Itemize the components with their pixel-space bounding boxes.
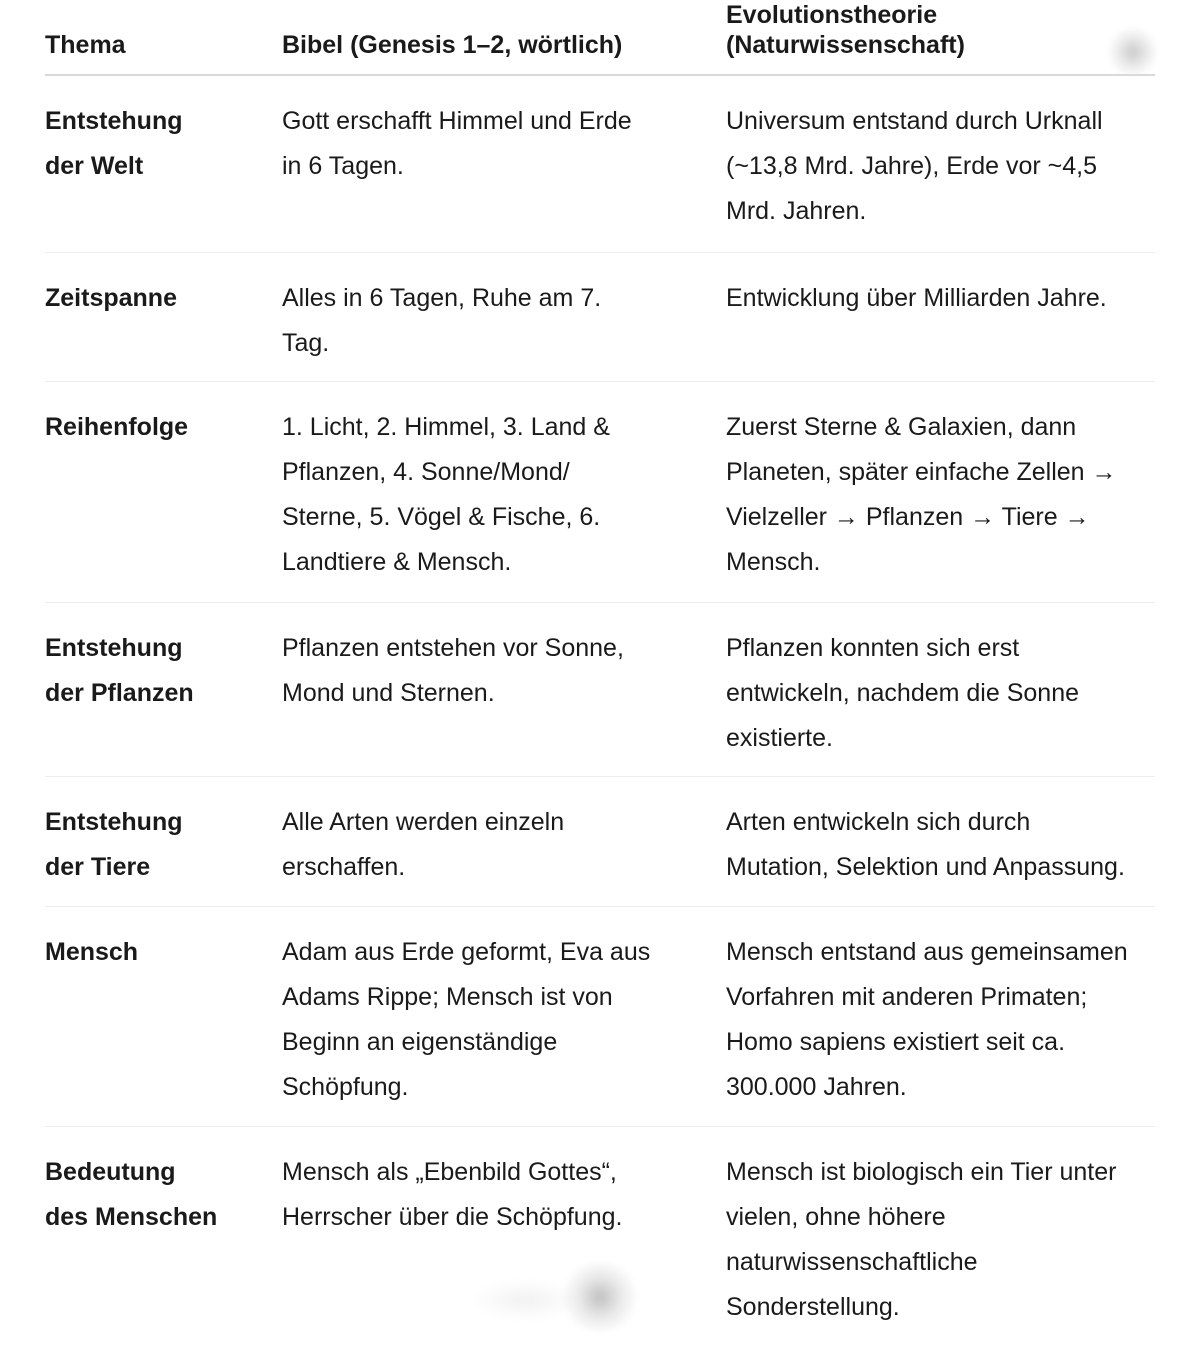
header-evolution: Evolutionstheorie (Naturwissenschaft) xyxy=(726,1,965,59)
comparison-table xyxy=(45,0,1155,1337)
row-bible: Gott erschafft Himmel und Erde in 6 Tagen. xyxy=(282,107,632,180)
row-evolution: Mensch ist biologisch ein Tier unter vielen, ohne höhere naturwissenschaftliche Sonderstellung. xyxy=(726,1158,1117,1321)
row-topic: Reihenfolge xyxy=(45,413,189,441)
row-topic: Entstehung der Pflanzen xyxy=(45,634,194,707)
table-row xyxy=(45,603,1155,777)
row-bible: Alles in 6 Tagen, Ruhe am 7. Tag. xyxy=(282,284,602,357)
row-evolution: Arten entwickeln sich durch Mutation, Selektion und Anpassung. xyxy=(726,808,1125,881)
table-row xyxy=(45,76,1155,253)
table-row xyxy=(45,382,1155,603)
blurred-artifact xyxy=(560,1262,640,1332)
row-evolution: Pflanzen konnten sich erst entwickeln, nachdem die Sonne existierte. xyxy=(726,634,1080,752)
row-bible: Mensch als „Ebenbild Gottes“, Herrscher über die Schöpfung. xyxy=(282,1158,623,1231)
row-evolution: Universum entstand durch Urknall (~13,8 Mrd. Jahre), Erde vor ~4,5 Mrd. Jahren. xyxy=(726,107,1103,225)
row-topic: Entstehung der Tiere xyxy=(45,808,183,881)
row-bible: 1. Licht, 2. Himmel, 3. Land & Pflanzen, 4. Sonne/Mond/ Sterne, 5. Vögel & Fische, 6. Landtiere & Mensch. xyxy=(282,413,610,576)
row-bible: Pflanzen entstehen vor Sonne, Mond und Sternen. xyxy=(282,634,624,707)
header-thema: Thema xyxy=(45,31,126,59)
row-bible: Alle Arten werden einzeln erschaffen. xyxy=(282,808,565,881)
row-topic: Mensch xyxy=(45,938,139,966)
blurred-artifact xyxy=(1108,28,1158,76)
table-row xyxy=(45,253,1155,382)
table-row xyxy=(45,907,1155,1127)
row-topic: Entstehung der Welt xyxy=(45,107,183,180)
row-topic: Bedeutung des Menschen xyxy=(45,1158,218,1231)
row-evolution: Entwicklung über Milliarden Jahre. xyxy=(726,284,1107,312)
row-evolution: Mensch entstand aus gemeinsamen Vorfahren mit anderen Primaten; Homo sapiens existiert seit ca. 300.000 Jahren. xyxy=(726,938,1128,1101)
row-evolution: Zuerst Sterne & Galaxien, dann Planeten, später einfache Zellen → Vielzeller → Pflanzen → Tiere → Mensch. xyxy=(726,413,1117,576)
header-bibel: Bibel (Genesis 1–2, wörtlich) xyxy=(282,31,623,59)
table-header-row xyxy=(45,0,1155,76)
table-row xyxy=(45,777,1155,907)
row-bible: Adam aus Erde geformt, Eva aus Adams Rippe; Mensch ist von Beginn an eigenständige Schöpfung. xyxy=(282,938,651,1101)
row-topic: Zeitspanne xyxy=(45,284,177,312)
